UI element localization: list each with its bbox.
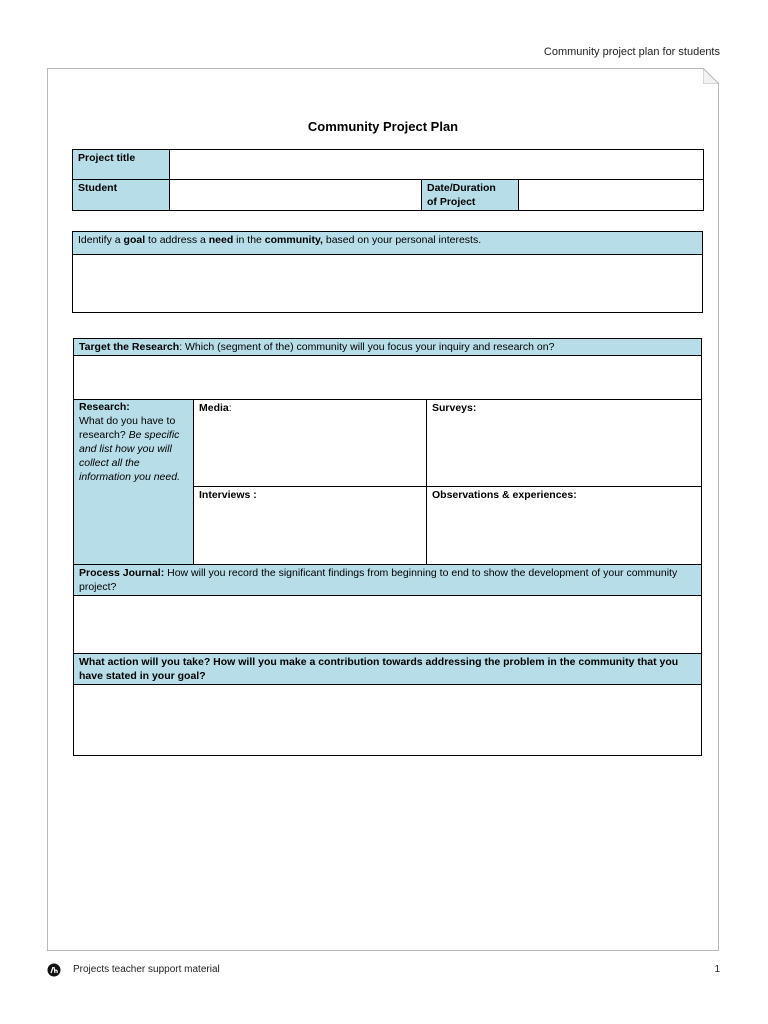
observations-field[interactable]: Observations & experiences: <box>427 487 702 565</box>
document-title: Community Project Plan <box>307 119 459 134</box>
surveys-field[interactable]: Surveys: <box>427 400 702 487</box>
footer-label: Projects teacher support material <box>73 964 220 975</box>
action-field[interactable] <box>74 685 702 756</box>
student-label: Student <box>73 180 170 211</box>
goal-table <box>72 231 703 313</box>
project-info-table <box>72 149 704 211</box>
student-field[interactable] <box>170 180 422 211</box>
research-table <box>73 338 702 756</box>
page-fold-corner <box>703 68 719 84</box>
action-prompt: What action will you take? How will you make a contribution towards addressing the problem in the community that you have stated in your goal? <box>74 654 702 685</box>
goal-prompt: Identify a goal to address a need in the community, based on your personal interests. <box>73 232 703 255</box>
date-duration-field[interactable] <box>519 180 704 211</box>
target-research-prompt: Target the Research: Which (segment of the) community will you focus your inquiry and research on? <box>74 339 702 356</box>
goal-answer-field[interactable] <box>73 255 703 313</box>
process-journal-prompt: Process Journal: How will you record the significant findings from beginning to end to show the development of your community project? <box>74 565 702 596</box>
target-research-field[interactable] <box>74 356 702 400</box>
page-number: 1 <box>714 964 720 975</box>
running-header: Community project plan for students <box>543 46 720 58</box>
interviews-field[interactable]: Interviews : <box>194 487 427 565</box>
project-title-field[interactable] <box>170 150 704 180</box>
process-journal-field[interactable] <box>74 596 702 654</box>
media-field[interactable]: Media: <box>194 400 427 487</box>
date-duration-label: Date/Duration of Project <box>422 180 519 211</box>
research-label-cell: Research: What do you have to research? Be specific and list how you will collect all the information you need. <box>74 400 194 565</box>
project-title-label: Project title <box>73 150 170 180</box>
ib-logo-icon <box>47 963 61 977</box>
